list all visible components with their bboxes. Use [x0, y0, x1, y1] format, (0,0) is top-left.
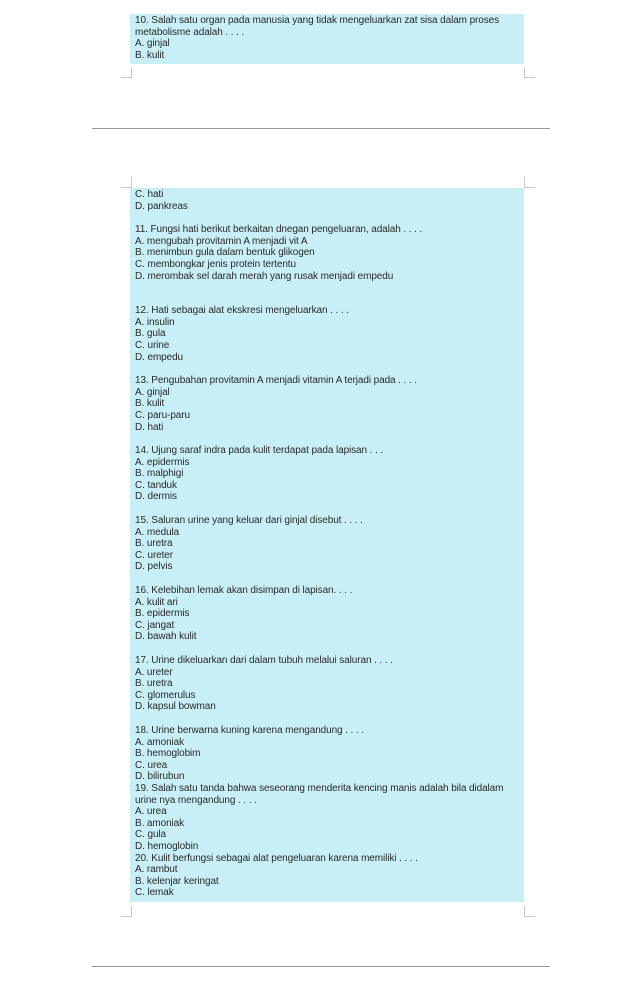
answer-option: A. epidermis: [135, 456, 190, 468]
answer-option: B. menimbun gula dalam bentuk glikogen: [135, 247, 315, 259]
answer-option: B. epidermis: [135, 608, 190, 620]
answer-option: C. membongkar jenis protein tertentu: [135, 258, 296, 270]
page-break-divider: [92, 128, 550, 129]
question-text: 12. Hati sebagai alat ekskresi mengeluarkan . . . .: [135, 305, 349, 317]
answer-option: B. amoniak: [135, 817, 185, 829]
question-text: 15. Saluran urine yang keluar dari ginjal disebut . . . .: [135, 515, 363, 527]
answer-option: C. urea: [135, 759, 168, 771]
answer-option: D. hati: [135, 421, 164, 433]
question-15: [135, 515, 521, 573]
question-text: 16. Kelebihan lemak akan disimpan di lapisan. . . .: [135, 585, 353, 597]
questions-18-20: [135, 725, 521, 899]
text-line: D. pankreas: [135, 200, 188, 212]
margin-corner-mark: [524, 906, 535, 917]
answer-option: B. hemoglobim: [135, 748, 201, 760]
answer-option: A. ureter: [135, 666, 173, 678]
question-text: 18. Urine berwarna kuning karena mengandung . . . .: [135, 724, 364, 736]
answer-option: D. kapsul bowman: [135, 701, 216, 713]
question-text: 19. Salah satu tanda bahwa seseorang menderita kencing manis adalah bila didalam: [135, 782, 504, 794]
question-text: 20. Kulit berfungsi sebagai alat pengeluaran karena memiliki . . . .: [135, 852, 418, 864]
answer-option: D. pelvis: [135, 561, 173, 573]
answer-option: A. kulit ari: [135, 596, 178, 608]
margin-corner-mark: [121, 177, 132, 188]
margin-corner-mark: [121, 67, 132, 78]
answer-option: B. gula: [135, 328, 166, 340]
answer-option: B. kulit: [135, 398, 165, 410]
question-13: [135, 375, 521, 433]
answer-option: D. bawah kulit: [135, 631, 197, 643]
answer-option: D. bilirubun: [135, 771, 185, 783]
text-line: C. hati: [135, 189, 164, 200]
answer-option: C. ureter: [135, 549, 174, 561]
answer-option: C. urine: [135, 339, 170, 351]
answer-option: A. mengubah provitamin A menjadi vit A: [135, 235, 308, 247]
margin-corner-mark: [524, 177, 535, 188]
text-line: metabolisme adalah . . . .: [135, 26, 245, 38]
question-17: [135, 655, 521, 713]
page2-text: [135, 189, 521, 899]
answer-option: C. jangat: [135, 619, 175, 631]
answer-option: D. hemoglobin: [135, 840, 199, 852]
answer-option: C. paru-paru: [135, 409, 190, 421]
answer-option: A. rambut: [135, 864, 178, 876]
answer-option: A. medula: [135, 526, 180, 538]
answer-option: C. glomerulus: [135, 689, 196, 701]
answer-option: A. insulin: [135, 316, 175, 328]
margin-corner-mark: [121, 906, 132, 917]
question-text: 14. Ujung saraf indra pada kulit terdapat pada lapisan . . .: [135, 445, 384, 457]
question-text: 11. Fungsi hati berikut berkaitan dnegan pengeluaran, adalah . . . .: [135, 224, 423, 236]
question-16: [135, 585, 521, 643]
answer-option: C. lemak: [135, 887, 174, 899]
answer-option: C. tanduk: [135, 479, 177, 491]
answer-option: B. malphigi: [135, 468, 184, 480]
page1-text: [135, 15, 521, 61]
answer-option: B. uretra: [135, 678, 173, 690]
question-text: 13. Pengubahan provitamin A menjadi vitamin A terjadi pada . . . .: [135, 375, 417, 387]
answer-option: C. gula: [135, 829, 166, 841]
answer-option: D. empedu: [135, 351, 184, 363]
text-line: 10. Salah satu organ pada manusia yang tidak mengeluarkan zat sisa dalam proses: [135, 15, 499, 26]
answer-option: B. uretra: [135, 538, 173, 550]
answer-option: B. kelenjar keringat: [135, 875, 219, 887]
text-line: A. ginjal: [135, 38, 170, 50]
question-text: urine nya mengandung . . . .: [135, 794, 257, 806]
answer-option: D. merombak sel darah merah yang rusak menjadi empedu: [135, 270, 394, 282]
answer-option: A. urea: [135, 806, 167, 818]
text-line: B. kulit: [135, 49, 165, 61]
answer-option: A. ginjal: [135, 386, 170, 398]
answer-option: A. amoniak: [135, 736, 185, 748]
question-text: 17. Urine dikeluarkan dari dalam tubuh melalui saluran . . . .: [135, 655, 393, 666]
margin-corner-mark: [524, 67, 535, 78]
question-12: [135, 305, 521, 363]
page-break-divider: [92, 966, 550, 967]
question-14: [135, 445, 521, 503]
answer-option: D. dermis: [135, 491, 177, 503]
question-11: [135, 224, 521, 282]
